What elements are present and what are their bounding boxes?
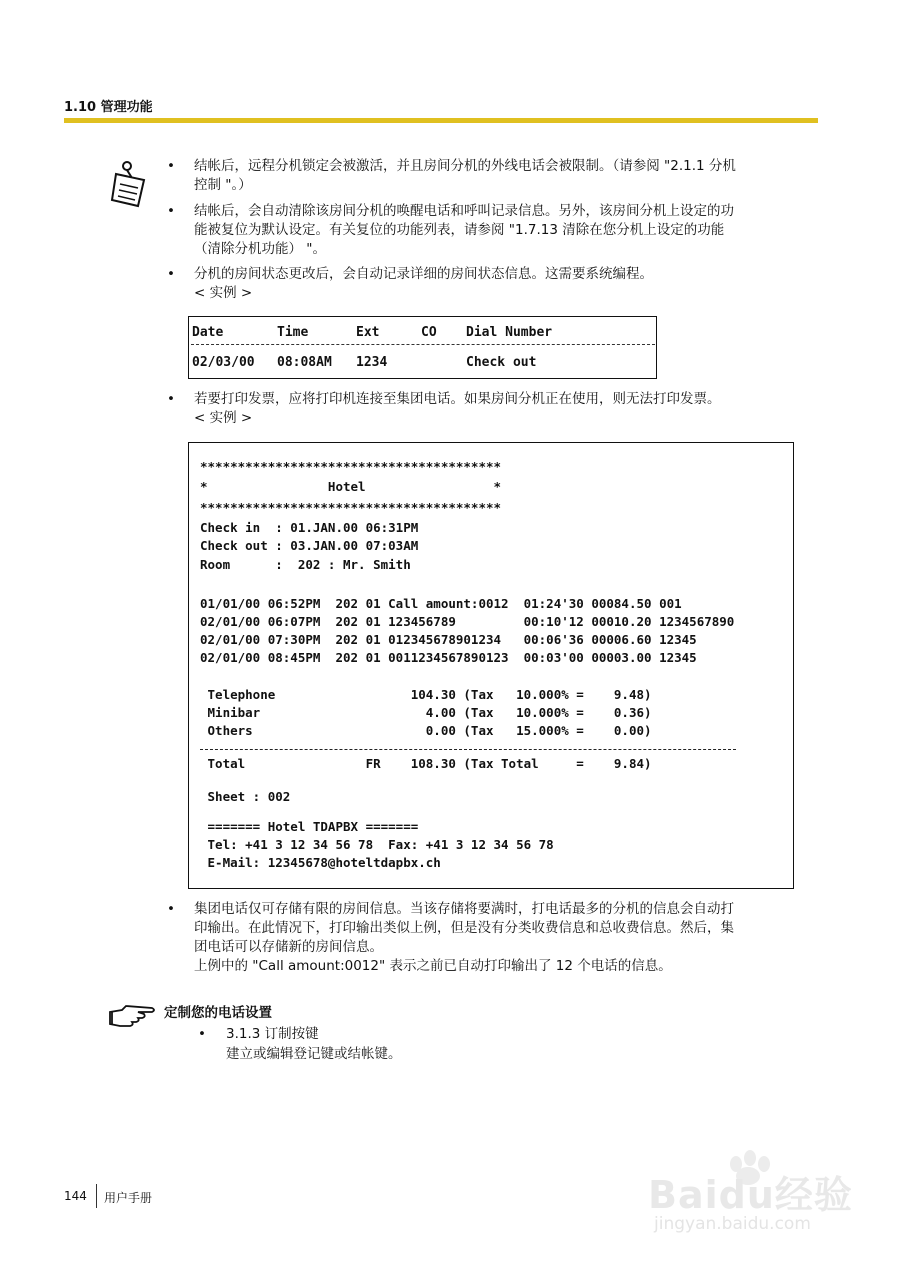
invoice-line: **************************************** — [200, 459, 502, 474]
footer-divider — [96, 1184, 97, 1208]
col-header-dial: Dial Number — [466, 325, 553, 340]
invoice-line: 02/01/00 07:30PM 202 01 012345678901234 00:06'36 00006.60 12345 — [200, 632, 697, 647]
note-room-status: • 分机的房间状态更改后，会自动记录详细的房间状态信息。这需要系统编程。 < 实例 > — [167, 266, 653, 301]
invoice-line: Others 0.00 (Tax 15.000% = 0.00) — [200, 723, 652, 738]
invoice-line: Check in : 01.JAN.00 06:31PM — [200, 520, 419, 535]
invoice-sample — [188, 442, 794, 889]
invoice-line: **************************************** — [200, 500, 502, 515]
footer-label: 用户手册 — [104, 1191, 153, 1205]
invoice-line: Tel: +41 3 12 34 56 78 Fax: +41 3 12 34 56 78 — [200, 837, 554, 852]
header-rule — [64, 118, 818, 123]
cell-ext: 1234 — [356, 355, 388, 370]
col-header-date: Date — [192, 325, 224, 340]
reference-link[interactable]: 3.1.3 订制按键 — [226, 1026, 319, 1042]
reference-desc: 建立或编辑登记键或结帐键。 — [226, 1046, 402, 1062]
pointing-hand-icon — [108, 1004, 158, 1030]
reference-title: 定制您的电话设置 — [164, 1005, 272, 1021]
invoice-line: Sheet : 002 — [200, 789, 291, 804]
col-header-co: CO — [421, 325, 437, 340]
reference-item: • 3.1.3 订制按键 建立或编辑登记键或结帐键。 — [198, 1026, 402, 1062]
note-storage-limit: • 集团电话仅可存储有限的房间信息。当该存储将要满时，打电话最多的分机的信息会自动打 印输出。在此情况下，打印输出类似上例，但是没有分类收费信息和总收费信息。然后，集 团电话可以存储新的房间信息。 上例中的 "Call amount:0012" 表示之前已自动打印输出了 12 个电话的信息。 — [167, 901, 734, 974]
section-title: 1.10 管理功能 — [64, 100, 153, 115]
note-clear-settings: • 结帐后，会自动清除该房间分机的唤醒电话和呼叫记录信息。另外，该房间分机上设定的功 能被复位为默认设定。有关复位的功能列表，请参阅 "1.7.13 清除在您分机上设定的功能 （清除分机功能） "。 — [167, 203, 734, 257]
watermark-url: jingyan.baidu.com — [654, 1214, 811, 1234]
invoice-line: Check out : 03.JAN.00 07:03AM — [200, 538, 419, 553]
invoice-line: 02/01/00 06:07PM 202 01 123456789 00:10'12 00010.20 1234567890 — [200, 614, 735, 629]
invoice-line: 02/01/00 08:45PM 202 01 0011234567890123 00:03'00 00003.00 12345 — [200, 650, 697, 665]
invoice-line: E-Mail: 12345678@hoteltdapbx.ch — [200, 855, 441, 870]
cell-time: 08:08AM — [277, 355, 332, 370]
invoice-divider — [200, 749, 736, 750]
cell-dial: Check out — [466, 355, 537, 370]
note-hand-icon — [108, 160, 154, 210]
invoice-line: * Hotel * — [200, 479, 502, 494]
note-print-invoice: • 若要打印发票，应将打印机连接至集团电话。如果房间分机正在使用，则无法打印发票。 < 实例 > — [167, 391, 721, 426]
invoice-line: Total FR 108.30 (Tax Total = 9.84) — [200, 756, 652, 771]
watermark-main: Baidu经验 — [648, 1173, 853, 1217]
col-header-ext: Ext — [356, 325, 380, 340]
invoice-line: Room : 202 : Mr. Smith — [200, 557, 411, 572]
cell-date: 02/03/00 — [192, 355, 255, 370]
invoice-line: 01/01/00 06:52PM 202 01 Call amount:0012 01:24'30 00084.50 001 — [200, 596, 682, 611]
note-remote-lock: • 结帐后，远程分机锁定会被激活，并且房间分机的外线电话会被限制。（请参阅 "2.1.1 分机 控制 "。） — [167, 158, 736, 193]
invoice-line: Minibar 4.00 (Tax 10.000% = 0.36) — [200, 705, 652, 720]
table-divider — [191, 344, 655, 345]
invoice-line: Telephone 104.30 (Tax 10.000% = 9.48) — [200, 687, 652, 702]
invoice-line: ======= Hotel TDAPBX ======= — [200, 819, 419, 834]
col-header-time: Time — [277, 325, 309, 340]
room-status-table — [188, 316, 657, 379]
page-number: 144 — [64, 1189, 87, 1203]
